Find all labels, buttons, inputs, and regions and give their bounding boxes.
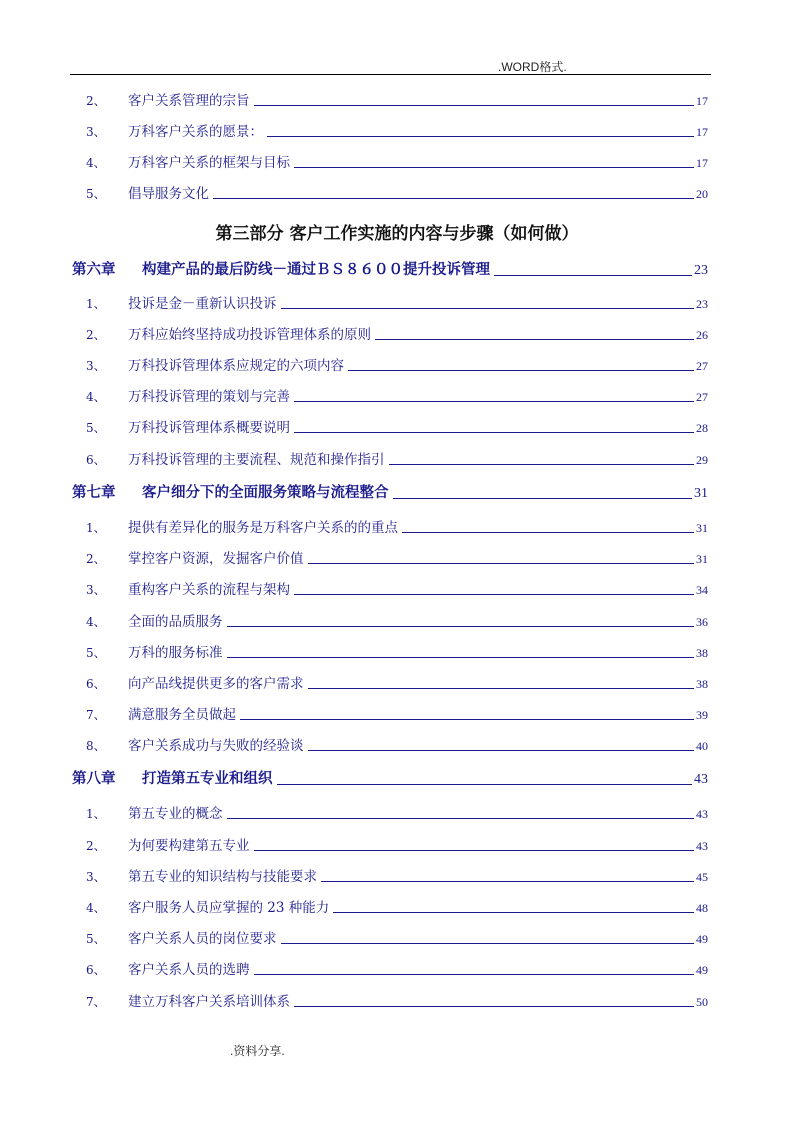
toc-entry[interactable]: [86, 120, 708, 140]
chapter-number: 第七章: [72, 484, 116, 501]
toc-entry[interactable]: [86, 448, 708, 468]
entry-number: 4、: [86, 390, 106, 404]
entry-page: 20: [696, 187, 708, 201]
leader-line: [281, 943, 695, 944]
leader-line: [227, 626, 695, 627]
entry-label: 倡导服务文化: [128, 186, 209, 202]
leader-line: [348, 370, 694, 371]
entry-number: 2、: [86, 839, 106, 853]
entry-label: 第五专业的知识结构与技能要求: [128, 869, 317, 885]
part-title: 第三部分 客户工作实施的内容与步骤（如何做）: [215, 224, 579, 244]
entry-page: 27: [696, 390, 708, 404]
leader-line: [281, 308, 695, 309]
chapter-label: 客户细分下的全面服务策略与流程整合: [142, 484, 389, 501]
entry-label: 万科客户关系的愿景：: [128, 124, 263, 140]
toc-entry[interactable]: [86, 354, 708, 374]
entry-page: 40: [696, 739, 708, 753]
leader-line: [389, 464, 695, 465]
leader-line: [375, 339, 694, 340]
toc-entry[interactable]: [86, 927, 708, 947]
leader-line: [402, 532, 694, 533]
toc-entry[interactable]: [86, 834, 708, 854]
entry-page: 49: [696, 932, 708, 946]
toc-entry[interactable]: [86, 547, 708, 567]
leader-line: [294, 432, 694, 433]
leader-line: [294, 594, 694, 595]
entry-label: 满意服务全员做起: [128, 707, 236, 723]
leader-line: [213, 198, 694, 199]
toc-entry[interactable]: [86, 802, 708, 822]
entry-label: 万科投诉管理体系应规定的六项内容: [128, 358, 344, 374]
entry-number: 5、: [86, 187, 106, 201]
entry-number: 3、: [86, 125, 106, 139]
entry-page: 28: [696, 421, 708, 435]
entry-page: 31: [696, 552, 708, 566]
entry-number: 6、: [86, 963, 106, 977]
entry-label: 万科应始终坚持成功投诉管理体系的原则: [128, 327, 371, 343]
toc-entry[interactable]: [86, 990, 708, 1010]
entry-label: 客户服务人员应掌握的 23 种能力: [128, 900, 330, 916]
entry-page: 50: [696, 995, 708, 1009]
entry-page: 49: [696, 963, 708, 977]
entry-label: 建立万科客户关系培训体系: [128, 994, 290, 1010]
toc-entry[interactable]: [86, 151, 708, 171]
leader-line: [393, 498, 693, 499]
entry-number: 3、: [86, 583, 106, 597]
toc-entry[interactable]: [86, 610, 708, 630]
entry-number: 5、: [86, 646, 106, 660]
header-text: .WORD格式.: [498, 60, 567, 74]
entry-label: 提供有差异化的服务是万科客户关系的的重点: [128, 520, 398, 536]
entry-label: 为何要构建第五专业: [128, 838, 250, 854]
entry-page: 17: [696, 125, 708, 139]
page-footer: .资料分享.: [230, 1044, 285, 1058]
entry-label: 万科投诉管理的主要流程、规范和操作指引: [128, 452, 385, 468]
chapter-number: 第六章: [72, 261, 116, 278]
toc-entry[interactable]: [86, 385, 708, 405]
entry-number: 4、: [86, 901, 106, 915]
leader-line: [294, 1006, 694, 1007]
entry-number: 1、: [86, 297, 106, 311]
entry-label: 全面的品质服务: [128, 614, 223, 630]
entry-label: 向产品线提供更多的客户需求: [128, 676, 304, 692]
toc-entry[interactable]: [86, 516, 708, 536]
entry-page: 38: [696, 677, 708, 691]
entry-number: 3、: [86, 359, 106, 373]
entry-label: 客户关系管理的宗旨: [128, 93, 250, 109]
chapter-page: 23: [694, 263, 708, 278]
entry-label: 客户关系人员的岗位要求: [128, 931, 277, 947]
entry-number: 7、: [86, 708, 106, 722]
entry-label: 客户关系成功与失败的经验谈: [128, 738, 304, 754]
toc-entry[interactable]: [86, 958, 708, 978]
toc-entry[interactable]: [86, 896, 708, 916]
toc-entry[interactable]: [86, 641, 708, 661]
leader-line: [294, 401, 694, 402]
entry-number: 2、: [86, 328, 106, 342]
entry-number: 3、: [86, 870, 106, 884]
entry-label: 万科投诉管理体系概要说明: [128, 420, 290, 436]
chapter-label: 构建产品的最后防线－通过ＢＳ８６００提升投诉管理: [142, 261, 490, 278]
leader-line: [240, 719, 694, 720]
entry-label: 万科的服务标准: [128, 645, 223, 661]
toc-entry[interactable]: [86, 182, 708, 202]
leader-line: [227, 818, 695, 819]
entry-number: 7、: [86, 995, 106, 1009]
entry-page: 31: [696, 521, 708, 535]
chapter-number: 第八章: [72, 770, 116, 787]
entry-page: 38: [696, 646, 708, 660]
toc-entry[interactable]: [86, 578, 708, 598]
entry-number: 4、: [86, 615, 106, 629]
entry-number: 2、: [86, 94, 106, 108]
toc-chapter[interactable]: [72, 768, 708, 788]
toc-entry[interactable]: [86, 672, 708, 692]
leader-line: [227, 657, 695, 658]
entry-page: 23: [696, 297, 708, 311]
entry-label: 客户关系人员的选聘: [128, 962, 250, 978]
leader-line: [254, 850, 695, 851]
entry-page: 29: [696, 453, 708, 467]
entry-number: 8、: [86, 739, 106, 753]
entry-label: 掌控客户资源，发掘客户价值: [128, 551, 304, 567]
entry-page: 34: [696, 583, 708, 597]
entry-page: 48: [696, 901, 708, 915]
page-header: [70, 58, 711, 75]
leader-line: [294, 167, 694, 168]
toc-chapter[interactable]: [72, 482, 708, 502]
leader-line: [277, 784, 693, 785]
toc-entry[interactable]: [86, 703, 708, 723]
leader-line: [254, 105, 695, 106]
entry-number: 6、: [86, 453, 106, 467]
entry-number: 5、: [86, 421, 106, 435]
entry-page: 26: [696, 328, 708, 342]
entry-number: 1、: [86, 807, 106, 821]
entry-number: 1、: [86, 521, 106, 535]
entry-label: 投诉是金－重新认识投诉: [128, 296, 277, 312]
leader-line: [254, 974, 695, 975]
toc-entry[interactable]: [86, 416, 708, 436]
entry-label: 重构客户关系的流程与架构: [128, 582, 290, 598]
leader-line: [308, 750, 695, 751]
leader-line: [267, 136, 694, 137]
toc-entry[interactable]: [86, 323, 708, 343]
entry-label: 万科投诉管理的策划与完善: [128, 389, 290, 405]
toc-chapter[interactable]: [72, 259, 708, 279]
entry-number: 4、: [86, 156, 106, 170]
leader-line: [494, 275, 692, 276]
toc-entry[interactable]: [86, 734, 708, 754]
toc-entry[interactable]: [86, 865, 708, 885]
toc-entry[interactable]: [86, 89, 708, 109]
chapter-label: 打造第五专业和组织: [142, 770, 273, 787]
entry-page: 45: [696, 870, 708, 884]
leader-line: [308, 688, 695, 689]
entry-page: 17: [696, 94, 708, 108]
toc-entry[interactable]: [86, 292, 708, 312]
entry-page: 39: [696, 708, 708, 722]
entry-label: 第五专业的概念: [128, 806, 223, 822]
chapter-page: 43: [694, 772, 708, 787]
leader-line: [333, 912, 694, 913]
entry-label: 万科客户关系的框架与目标: [128, 155, 290, 171]
entry-page: 36: [696, 615, 708, 629]
leader-line: [321, 881, 694, 882]
entry-page: 27: [696, 359, 708, 373]
entry-number: 2、: [86, 552, 106, 566]
entry-number: 5、: [86, 932, 106, 946]
leader-line: [308, 563, 695, 564]
entry-number: 6、: [86, 677, 106, 691]
entry-page: 17: [696, 156, 708, 170]
entry-page: 43: [696, 839, 708, 853]
entry-page: 43: [696, 807, 708, 821]
chapter-page: 31: [694, 486, 708, 501]
